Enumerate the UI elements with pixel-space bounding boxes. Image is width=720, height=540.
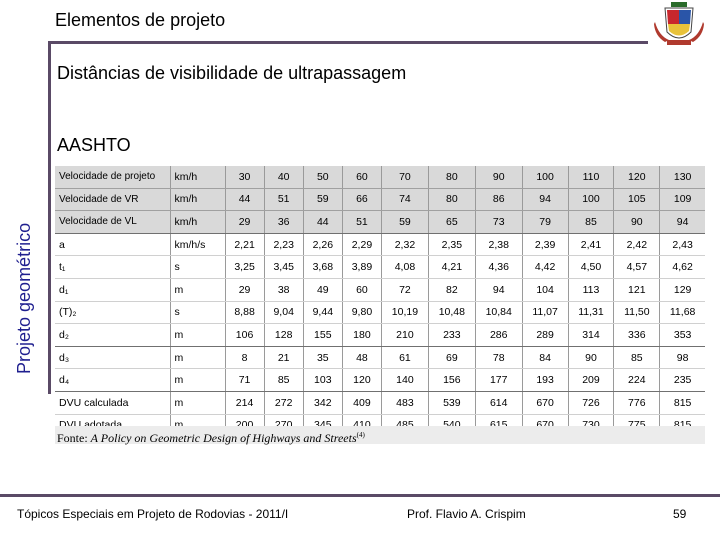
- table-cell: 103: [303, 369, 342, 392]
- table-cell: 106: [225, 324, 264, 347]
- row-unit: km/h: [170, 211, 225, 234]
- row-label: a: [55, 233, 170, 256]
- table-cell: 100: [568, 188, 614, 211]
- table-cell: 2,29: [342, 233, 381, 256]
- section-label: Projeto geométrico: [14, 222, 34, 374]
- table-cell: 35: [303, 346, 342, 369]
- table-cell: 48: [342, 346, 381, 369]
- table-cell: 85: [264, 369, 303, 392]
- table-cell: 2,26: [303, 233, 342, 256]
- table-cell: 60: [342, 278, 381, 301]
- table-cell: 121: [614, 278, 660, 301]
- table-cell: 2,32: [382, 233, 429, 256]
- table-cell: 9,44: [303, 301, 342, 324]
- table-cell: 177: [475, 369, 522, 392]
- source-ref: (4): [356, 431, 365, 439]
- source-prefix: Fonte:: [57, 431, 91, 445]
- table-row: [55, 324, 705, 347]
- table-cell: 483: [382, 391, 429, 414]
- table-cell: 74: [382, 188, 429, 211]
- table-cell: 4,50: [568, 256, 614, 279]
- row-unit: s: [170, 256, 225, 279]
- table-cell: 86: [475, 188, 522, 211]
- table-cell: 10,19: [382, 301, 429, 324]
- table-cell: 49: [303, 278, 342, 301]
- table-row: [55, 188, 705, 211]
- table-cell: 9,80: [342, 301, 381, 324]
- row-unit: m: [170, 369, 225, 392]
- table-cell: 3,68: [303, 256, 342, 279]
- table-cell: 4,57: [614, 256, 660, 279]
- table-cell: 4,08: [382, 256, 429, 279]
- table-cell: 79: [522, 211, 568, 234]
- table-cell: 140: [382, 369, 429, 392]
- table-cell: 726: [568, 391, 614, 414]
- table-cell: 128: [264, 324, 303, 347]
- table-cell: 78: [475, 346, 522, 369]
- table-cell: 214: [225, 391, 264, 414]
- table-cell: 2,42: [614, 233, 660, 256]
- table-cell: 8,88: [225, 301, 264, 324]
- footer-author: Prof. Flavio A. Crispim: [407, 507, 526, 521]
- visibility-table-container: [55, 166, 705, 437]
- slide-title: Elementos de projeto: [55, 10, 226, 30]
- row-unit: km/h: [170, 166, 225, 188]
- table-cell: 180: [342, 324, 381, 347]
- slide-subtitle: Distâncias de visibilidade de ultrapassagem: [57, 63, 407, 83]
- table-cell: 2,38: [475, 233, 522, 256]
- row-unit: m: [170, 391, 225, 414]
- header-divider: [48, 41, 648, 44]
- table-cell: 109: [660, 188, 705, 211]
- row-unit: m: [170, 324, 225, 347]
- table-cell: 409: [342, 391, 381, 414]
- table-cell: 4,36: [475, 256, 522, 279]
- table-cell: 94: [660, 211, 705, 234]
- table-cell: 70: [382, 166, 429, 188]
- passing-sight-distance-table: [55, 166, 705, 437]
- table-row: [55, 301, 705, 324]
- table-cell: 210: [382, 324, 429, 347]
- table-cell: 85: [614, 346, 660, 369]
- table-cell: 8: [225, 346, 264, 369]
- table-cell: 336: [614, 324, 660, 347]
- table-cell: 60: [342, 166, 381, 188]
- table-cell: 44: [303, 211, 342, 234]
- table-cell: 776: [614, 391, 660, 414]
- standard-label: AASHTO: [57, 135, 131, 155]
- table-cell: 342: [303, 391, 342, 414]
- table-cell: 90: [614, 211, 660, 234]
- table-cell: 272: [264, 391, 303, 414]
- table-cell: 4,21: [428, 256, 475, 279]
- table-cell: 94: [522, 188, 568, 211]
- page-number: 59: [673, 507, 687, 521]
- footer-divider: [0, 494, 720, 497]
- row-label: t₁: [55, 256, 170, 279]
- row-label: d₃: [55, 346, 170, 369]
- table-cell: 80: [428, 188, 475, 211]
- row-unit: m: [170, 346, 225, 369]
- table-cell: 130: [660, 166, 705, 188]
- table-cell: 38: [264, 278, 303, 301]
- table-cell: 90: [475, 166, 522, 188]
- table-cell: 4,42: [522, 256, 568, 279]
- table-cell: 2,41: [568, 233, 614, 256]
- table-cell: 224: [614, 369, 660, 392]
- university-crest-icon: [653, 2, 705, 46]
- table-row: [55, 391, 705, 414]
- table-cell: 209: [568, 369, 614, 392]
- table-cell: 193: [522, 369, 568, 392]
- table-cell: 51: [342, 211, 381, 234]
- row-label: DVU calculada: [55, 391, 170, 414]
- table-cell: 73: [475, 211, 522, 234]
- table-cell: 36: [264, 211, 303, 234]
- table-cell: 10,48: [428, 301, 475, 324]
- row-label: (T)₂: [55, 301, 170, 324]
- table-cell: 11,68: [660, 301, 705, 324]
- table-cell: 59: [303, 188, 342, 211]
- table-cell: 11,31: [568, 301, 614, 324]
- table-cell: 2,39: [522, 233, 568, 256]
- table-row: [55, 166, 705, 188]
- row-label: d₂: [55, 324, 170, 347]
- table-cell: 44: [225, 188, 264, 211]
- row-unit: km/h/s: [170, 233, 225, 256]
- row-label: Velocidade de projeto: [55, 166, 170, 188]
- table-row: [55, 346, 705, 369]
- table-cell: 69: [428, 346, 475, 369]
- table-cell: 98: [660, 346, 705, 369]
- table-cell: 90: [568, 346, 614, 369]
- table-cell: 235: [660, 369, 705, 392]
- table-cell: 286: [475, 324, 522, 347]
- table-cell: 3,45: [264, 256, 303, 279]
- table-cell: 29: [225, 211, 264, 234]
- table-cell: 289: [522, 324, 568, 347]
- table-cell: 29: [225, 278, 264, 301]
- table-cell: 155: [303, 324, 342, 347]
- table-cell: 94: [475, 278, 522, 301]
- table-cell: 30: [225, 166, 264, 188]
- side-divider: [48, 44, 51, 394]
- row-unit: m: [170, 278, 225, 301]
- table-cell: 66: [342, 188, 381, 211]
- table-cell: 2,43: [660, 233, 705, 256]
- table-cell: 4,62: [660, 256, 705, 279]
- table-row: [55, 211, 705, 234]
- table-cell: 51: [264, 188, 303, 211]
- table-cell: 84: [522, 346, 568, 369]
- table-cell: 10,84: [475, 301, 522, 324]
- table-cell: 670: [522, 391, 568, 414]
- table-cell: 3,25: [225, 256, 264, 279]
- table-cell: 11,50: [614, 301, 660, 324]
- table-cell: 120: [614, 166, 660, 188]
- source-title: A Policy on Geometric Design of Highways and Streets: [90, 431, 357, 445]
- table-cell: 50: [303, 166, 342, 188]
- table-cell: 72: [382, 278, 429, 301]
- table-row: [55, 233, 705, 256]
- row-unit: s: [170, 301, 225, 324]
- table-cell: 85: [568, 211, 614, 234]
- table-cell: 2,21: [225, 233, 264, 256]
- table-cell: 71: [225, 369, 264, 392]
- table-cell: 105: [614, 188, 660, 211]
- table-cell: 104: [522, 278, 568, 301]
- table-cell: 539: [428, 391, 475, 414]
- table-cell: 129: [660, 278, 705, 301]
- table-cell: 11,07: [522, 301, 568, 324]
- footer-course: Tópicos Especiais em Projeto de Rodovias - 2011/I: [17, 507, 289, 521]
- table-cell: 815: [660, 391, 705, 414]
- table-row: [55, 369, 705, 392]
- row-label: d₄: [55, 369, 170, 392]
- table-source: [55, 426, 705, 444]
- table-cell: 9,04: [264, 301, 303, 324]
- table-row: [55, 256, 705, 279]
- table-cell: 314: [568, 324, 614, 347]
- row-label: Velocidade de VR: [55, 188, 170, 211]
- table-cell: 353: [660, 324, 705, 347]
- table-cell: 21: [264, 346, 303, 369]
- table-cell: 2,23: [264, 233, 303, 256]
- table-cell: 40: [264, 166, 303, 188]
- row-label: Velocidade de VL: [55, 211, 170, 234]
- table-row: [55, 278, 705, 301]
- table-cell: 113: [568, 278, 614, 301]
- row-label: d₁: [55, 278, 170, 301]
- table-cell: 61: [382, 346, 429, 369]
- table-cell: 2,35: [428, 233, 475, 256]
- table-cell: 82: [428, 278, 475, 301]
- table-cell: 156: [428, 369, 475, 392]
- table-cell: 120: [342, 369, 381, 392]
- table-cell: 100: [522, 166, 568, 188]
- table-cell: 233: [428, 324, 475, 347]
- row-unit: km/h: [170, 188, 225, 211]
- table-cell: 59: [382, 211, 429, 234]
- table-cell: 614: [475, 391, 522, 414]
- table-cell: 110: [568, 166, 614, 188]
- table-cell: 65: [428, 211, 475, 234]
- table-cell: 3,89: [342, 256, 381, 279]
- table-cell: 80: [428, 166, 475, 188]
